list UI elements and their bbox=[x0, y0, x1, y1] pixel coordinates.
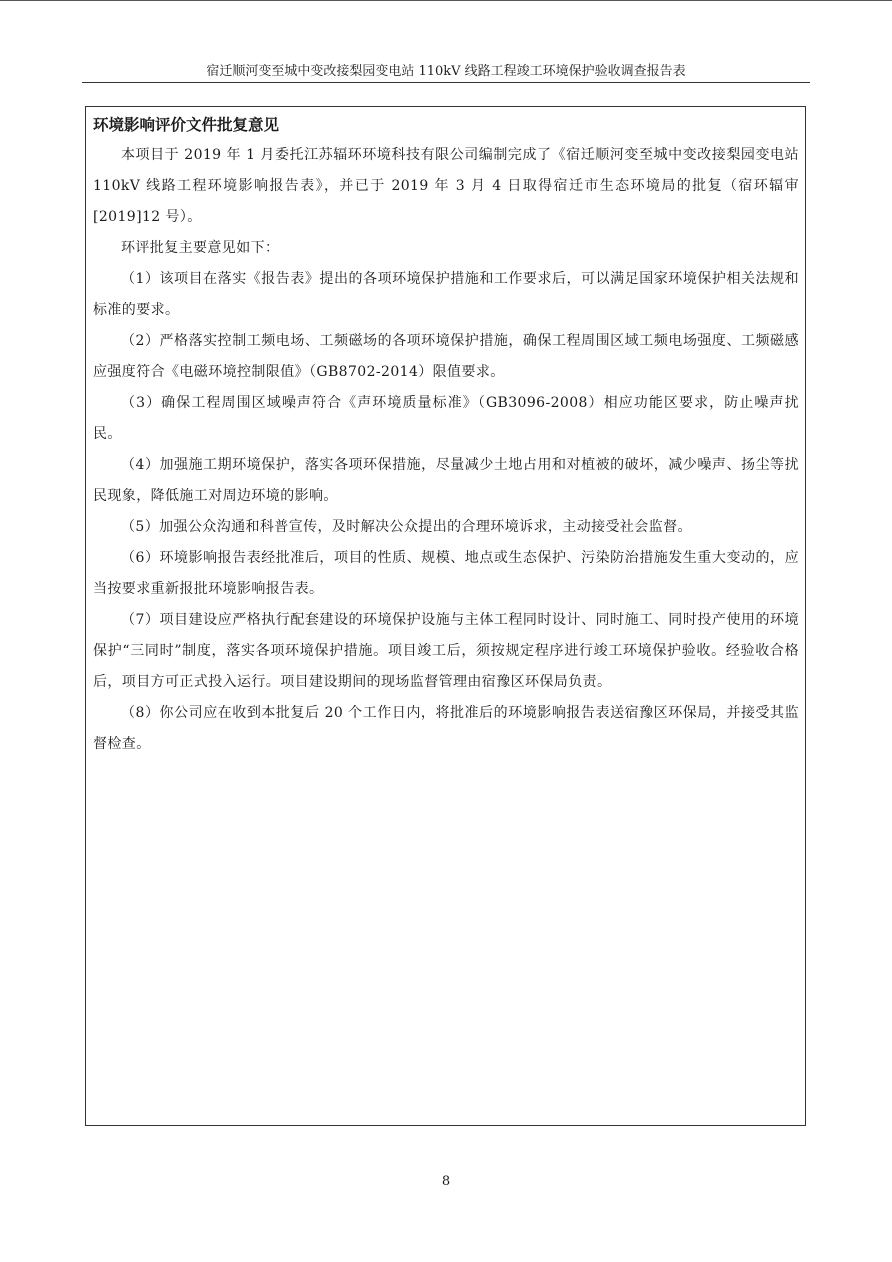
page-header: 宿迁顺河变至城中变改接梨园变电站 110kV 线路工程竣工环境保护验收调查报告表 bbox=[206, 64, 686, 79]
top-border bbox=[0, 0, 892, 1]
paragraph-intro: 本项目于 2019 年 1 月委托江苏辐环环境科技有限公司编制完成了《宿迁顺河变至城中变改接梨园变电站 110kV 线路工程环境影响报告表》，并已于 2019 年 3 月 4 日取得宿迁市生态环境局的批复（宿环辐审[2019]12 号）。 bbox=[93, 147, 799, 225]
paragraph-item-8: （8）你公司应在收到本批复后 20 个工作日内，将批准后的环境影响报告表送宿豫区环保局，并接受其监督检查。 bbox=[93, 705, 799, 752]
paragraph-item-2: （2）严格落实控制工频电场、工频磁场的各项环境保护措施，确保工程周围区域工频电场强度、工频磁感应强度符合《电磁环境控制限值》（GB8702-2014）限值要求。 bbox=[93, 333, 799, 380]
page-number: 8 bbox=[441, 1174, 451, 1189]
paragraph-item-3: （3）确保工程周围区域噪声符合《声环境质量标准》（GB3096-2008）相应功能区要求，防止噪声扰民。 bbox=[93, 395, 799, 442]
paragraph-opinions-lead: 环评批复主要意见如下： bbox=[121, 240, 280, 256]
paragraph-item-5: （5）加强公众沟通和科普宣传，及时解决公众提出的合理环境诉求，主动接受社会监督。 bbox=[121, 519, 692, 535]
paragraph-item-1: （1）该项目在落实《报告表》提出的各项环境保护措施和工作要求后，可以满足国家环境保护相关法规和标准的要求。 bbox=[93, 271, 799, 318]
header-divider bbox=[82, 82, 810, 83]
paragraph-item-6: （6）环境影响报告表经批准后，项目的性质、规模、地点或生态保护、污染防治措施发生重大变动的，应当按要求重新报批环境影响报告表。 bbox=[93, 550, 799, 597]
paragraph-item-7: （7）项目建设应严格执行配套建设的环境保护设施与主体工程同时设计、同时施工、同时投产使用的环境保护“三同时”制度，落实各项环境保护措施。项目竣工后，须按规定程序进行竣工环境保护验收。经验收合格后，项目方可正式投入运行。项目建设期间的现场监督管理由宿豫区环保局负责。 bbox=[93, 612, 799, 690]
section-title: 环境影响评价文件批复意见 bbox=[93, 115, 280, 134]
section-body bbox=[93, 140, 799, 760]
paragraph-item-4: （4）加强施工期环境保护，落实各项环保措施，尽量减少土地占用和对植被的破坏，减少噪声、扬尘等扰民现象，降低施工对周边环境的影响。 bbox=[93, 457, 799, 504]
